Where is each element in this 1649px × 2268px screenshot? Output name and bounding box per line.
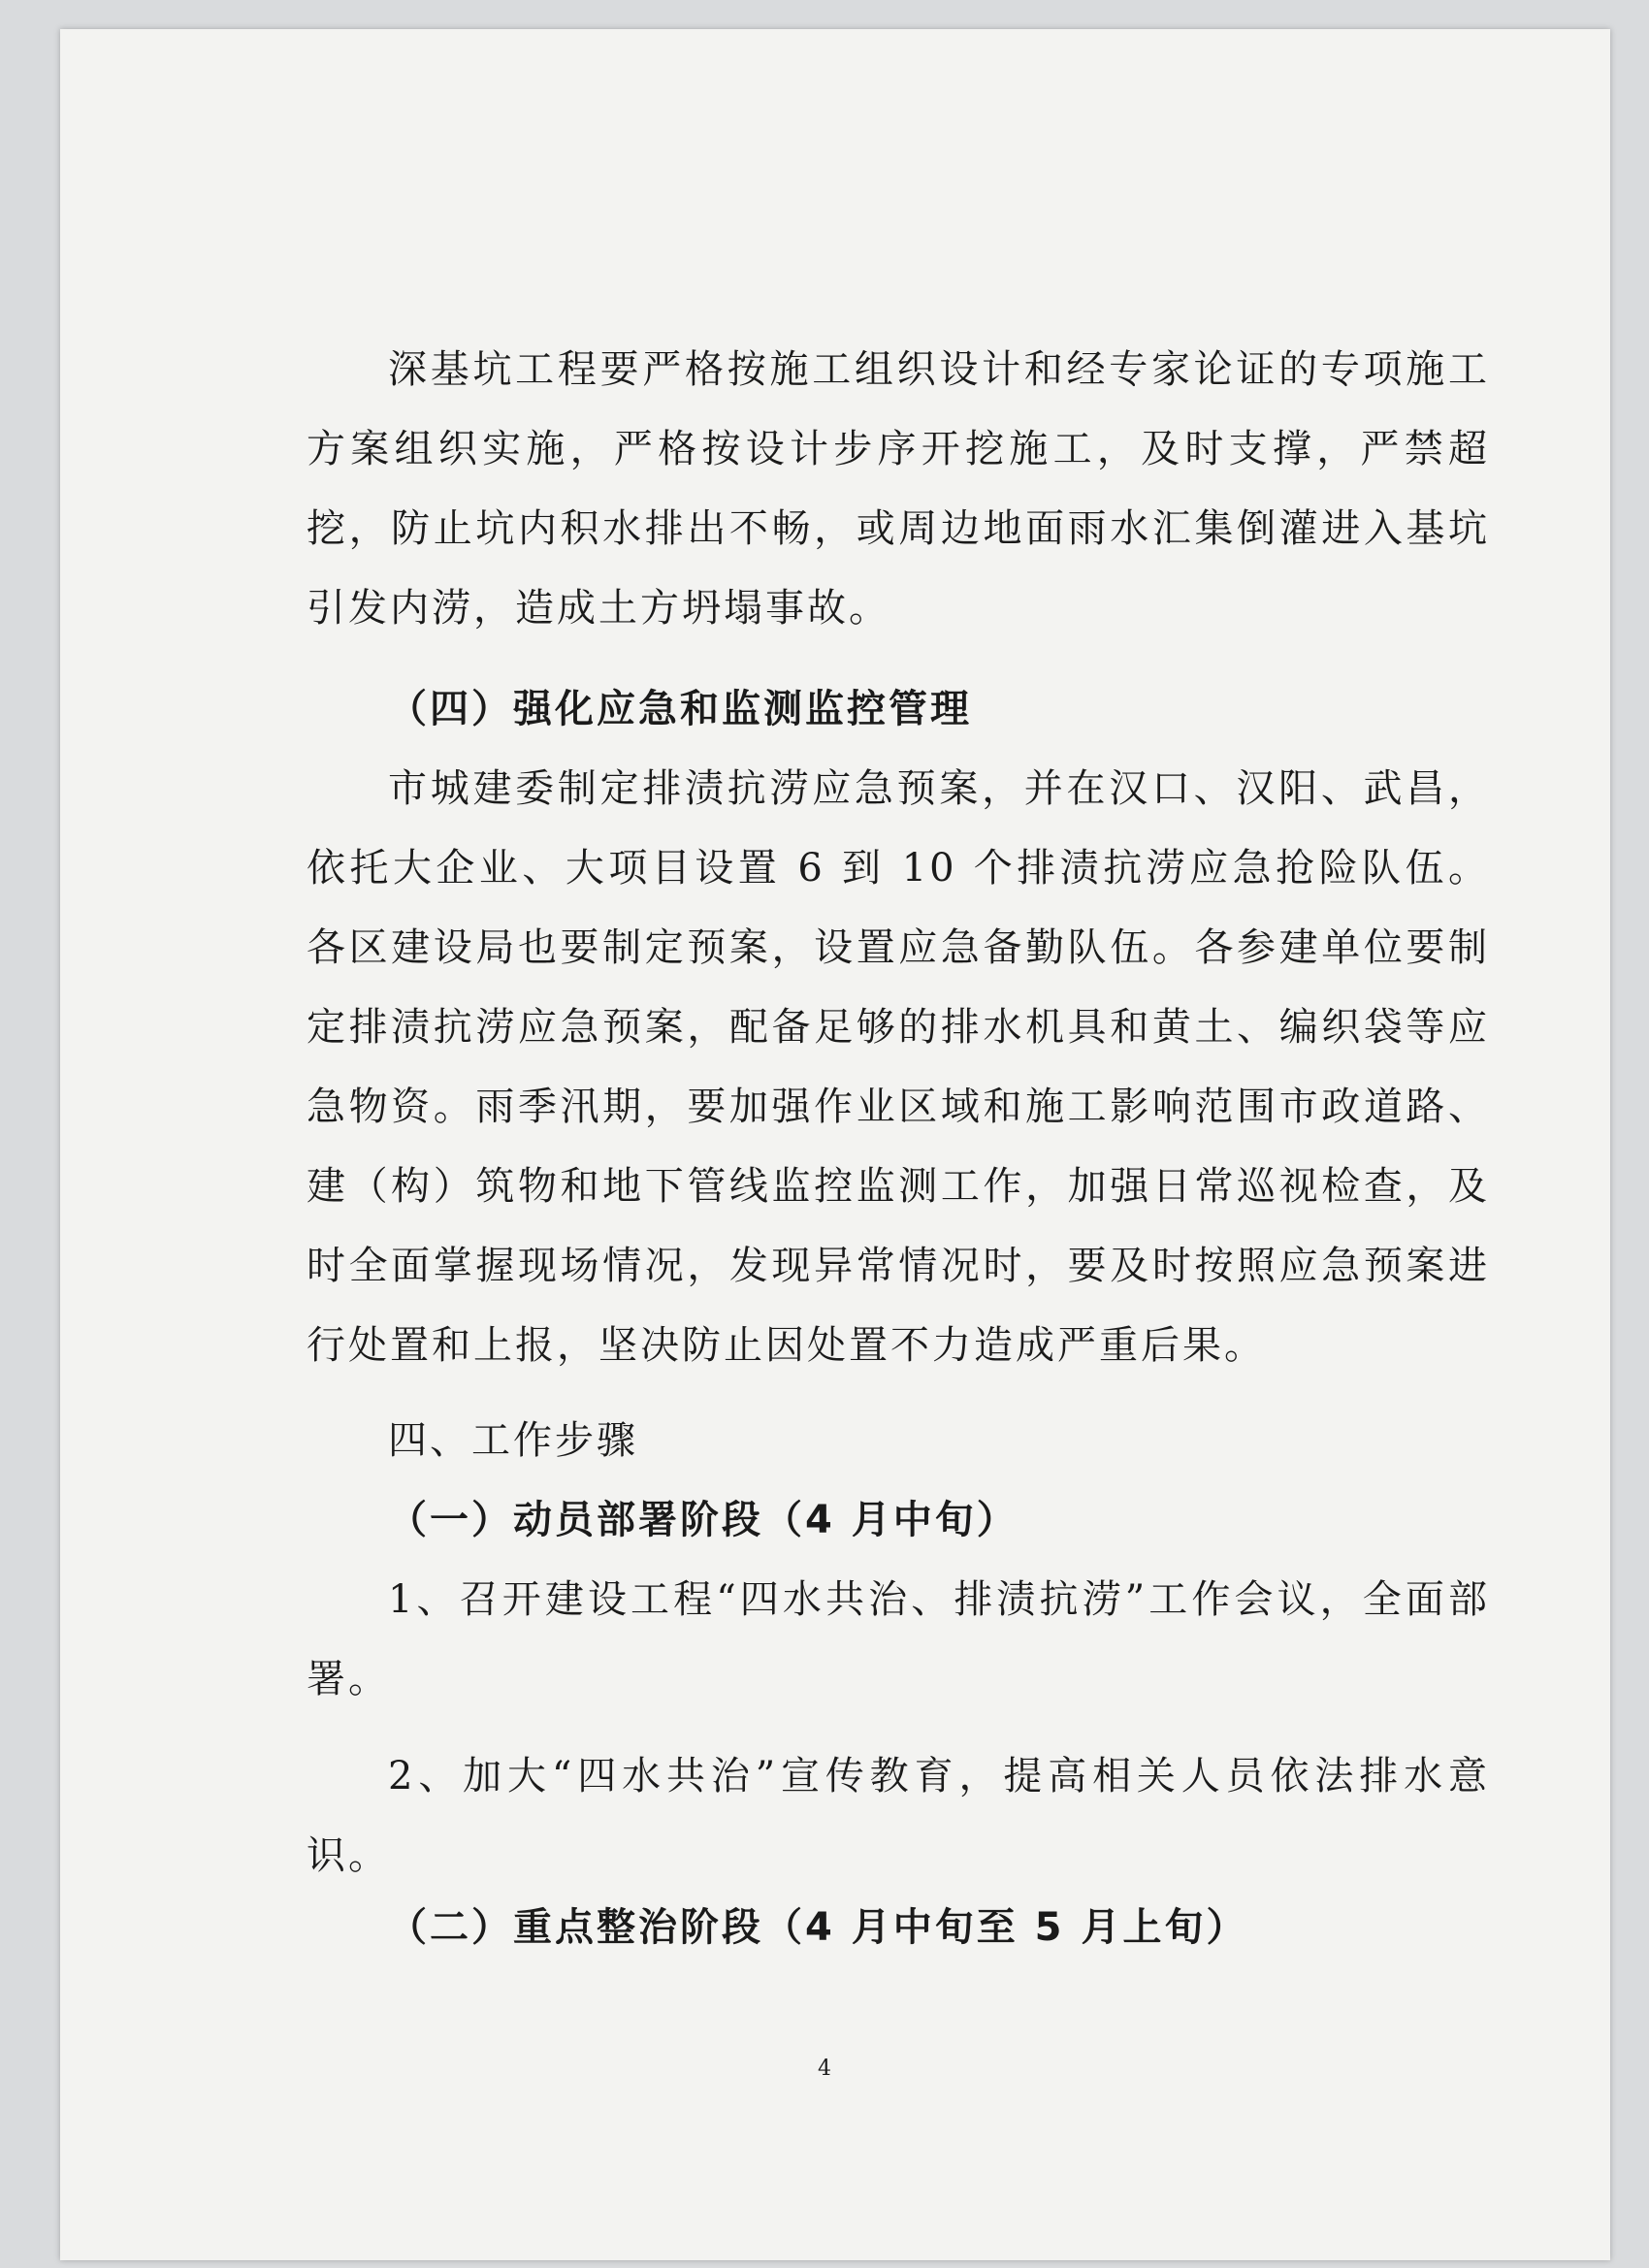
paragraph-emergency-plan: 市城建委制定排渍抗涝应急预案，并在汉口、汉阳、武昌，依托大企业、大项目设置 6 到 10 个排渍抗涝应急抢险队伍。各区建设局也要制定预案，设置应急备勤队伍。各参建单位要制定排渍抗涝应急预案，配备足够的排水机具和黄土、编织袋等应急物资。雨季汛期，要加强作业区域和施工影响范围市政道路、建（构）筑物和地下管线监控监测工作，加强日常巡视检查，及时全面掌握现场情况，发现异常情况时，要及时按照应急预案进行处置和上报，坚决防止因处置不力造成严重后果。	[307, 766, 1490, 1368]
stage-title-key-rectification: （二）重点整治阶段（4 月中旬至 5 月上旬）	[388, 1905, 1248, 1950]
section-title-work-steps: 四、工作步骤	[388, 1418, 638, 1463]
stage-title-mobilization: （一）动员部署阶段（4 月中旬）	[388, 1498, 1018, 1542]
heading-emergency-monitoring: （四）强化应急和监测监控管理	[388, 687, 972, 731]
paragraph-deep-foundation-pit: 深基坑工程要严格按施工组织设计和经专家论证的专项施工方案组织实施，严格按设计步序开挖施工，及时支撑，严禁超挖，防止坑内积水排出不畅，或周边地面雨水汇集倒灌进入基坑引发内涝，造成土方坍塌事故。	[307, 347, 1490, 631]
list-item-1: 1、召开建设工程“四水共治、排渍抗涝”工作会议，全面部署。	[307, 1577, 1490, 1701]
list-item-2: 2、加大“四水共治”宣传教育，提高相关人员依法排水意识。	[307, 1754, 1490, 1878]
page-number: 4	[818, 2057, 831, 2081]
